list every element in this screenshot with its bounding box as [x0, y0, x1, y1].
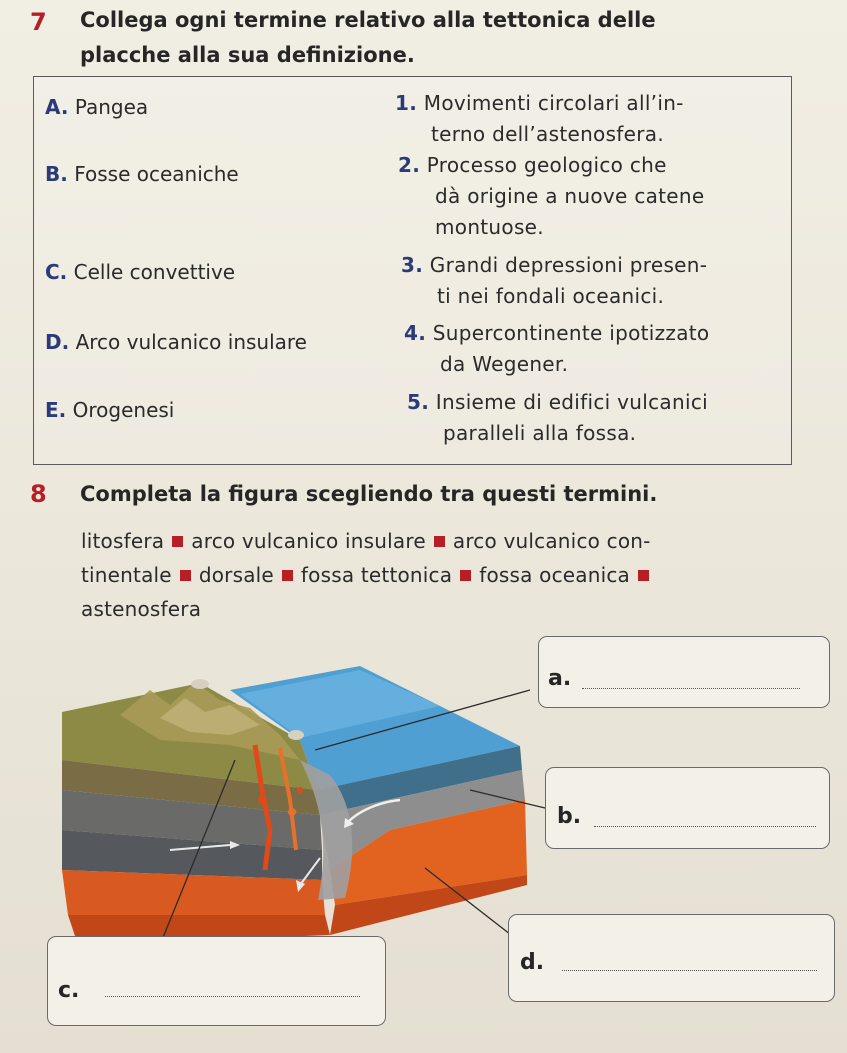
- answer-line-a[interactable]: [582, 688, 800, 689]
- label-box-d[interactable]: [508, 914, 835, 1002]
- exercise-7-title-line1: Collega ogni termine relativo alla tettonica delle: [80, 8, 656, 32]
- exercise-7-number: 7: [30, 8, 47, 36]
- definition-line: Processo geologico che: [426, 153, 667, 177]
- label-box-b[interactable]: [545, 767, 830, 849]
- word: fossa tettonica: [300, 563, 453, 587]
- term-text: Orogenesi: [72, 398, 175, 422]
- word: arco vulcanico insulare: [191, 529, 426, 553]
- definition-line: Grandi depressioni presen-: [429, 253, 708, 277]
- term-text: Arco vulcanico insulare: [75, 330, 307, 354]
- block-body: [62, 666, 527, 945]
- definition-line: terno dell’astenosfera.: [431, 122, 664, 146]
- term-letter: C.: [45, 260, 68, 284]
- term-text: Celle convettive: [73, 260, 236, 284]
- term-letter: D.: [45, 330, 70, 354]
- label-c: c.: [58, 978, 80, 1003]
- label-box-c[interactable]: [47, 936, 386, 1026]
- definition-line: Supercontinente ipotizzato: [432, 321, 710, 345]
- definition-number: 2.: [398, 153, 421, 177]
- definition-line: Insieme di edifici vulcanici: [435, 390, 708, 414]
- label-b: b.: [557, 804, 582, 829]
- definition-number: 3.: [401, 253, 424, 277]
- label-d: d.: [520, 950, 545, 975]
- word: litosfera: [81, 529, 165, 553]
- term-text: Pangea: [74, 95, 149, 119]
- definition-line: dà origine a nuove catene: [435, 184, 705, 208]
- answer-line-b[interactable]: [594, 826, 816, 827]
- definition-number: 5.: [407, 390, 430, 414]
- term-text: Fosse oceaniche: [74, 162, 239, 186]
- exercise-8-title: Completa la figura scegliendo tra questi termini.: [80, 482, 658, 506]
- term-letter: A.: [45, 95, 69, 119]
- exercise-7-title-line2: placche alla sua definizione.: [80, 43, 415, 67]
- definition-line: ti nei fondali oceanici.: [437, 284, 665, 308]
- answer-line-d[interactable]: [562, 970, 817, 971]
- word: fossa oceanica: [479, 563, 631, 587]
- term-letter: B.: [45, 162, 68, 186]
- definition-line: montuose.: [435, 215, 544, 239]
- label-a: a.: [548, 666, 572, 691]
- definition-line: Movimenti circolari all’in-: [423, 91, 684, 115]
- definition-line: paralleli alla fossa.: [443, 421, 637, 445]
- word: astenosfera: [81, 597, 202, 621]
- term-letter: E.: [45, 398, 67, 422]
- label-box-a[interactable]: [538, 636, 830, 708]
- definition-line: da Wegener.: [440, 352, 569, 376]
- word: dorsale: [198, 563, 274, 587]
- definition-number: 1.: [395, 91, 418, 115]
- exercise-8-number: 8: [30, 480, 47, 508]
- word: tinentale: [81, 563, 172, 587]
- definition-number: 4.: [404, 321, 427, 345]
- word: arco vulcanico con-: [452, 529, 651, 553]
- answer-line-c[interactable]: [105, 996, 360, 997]
